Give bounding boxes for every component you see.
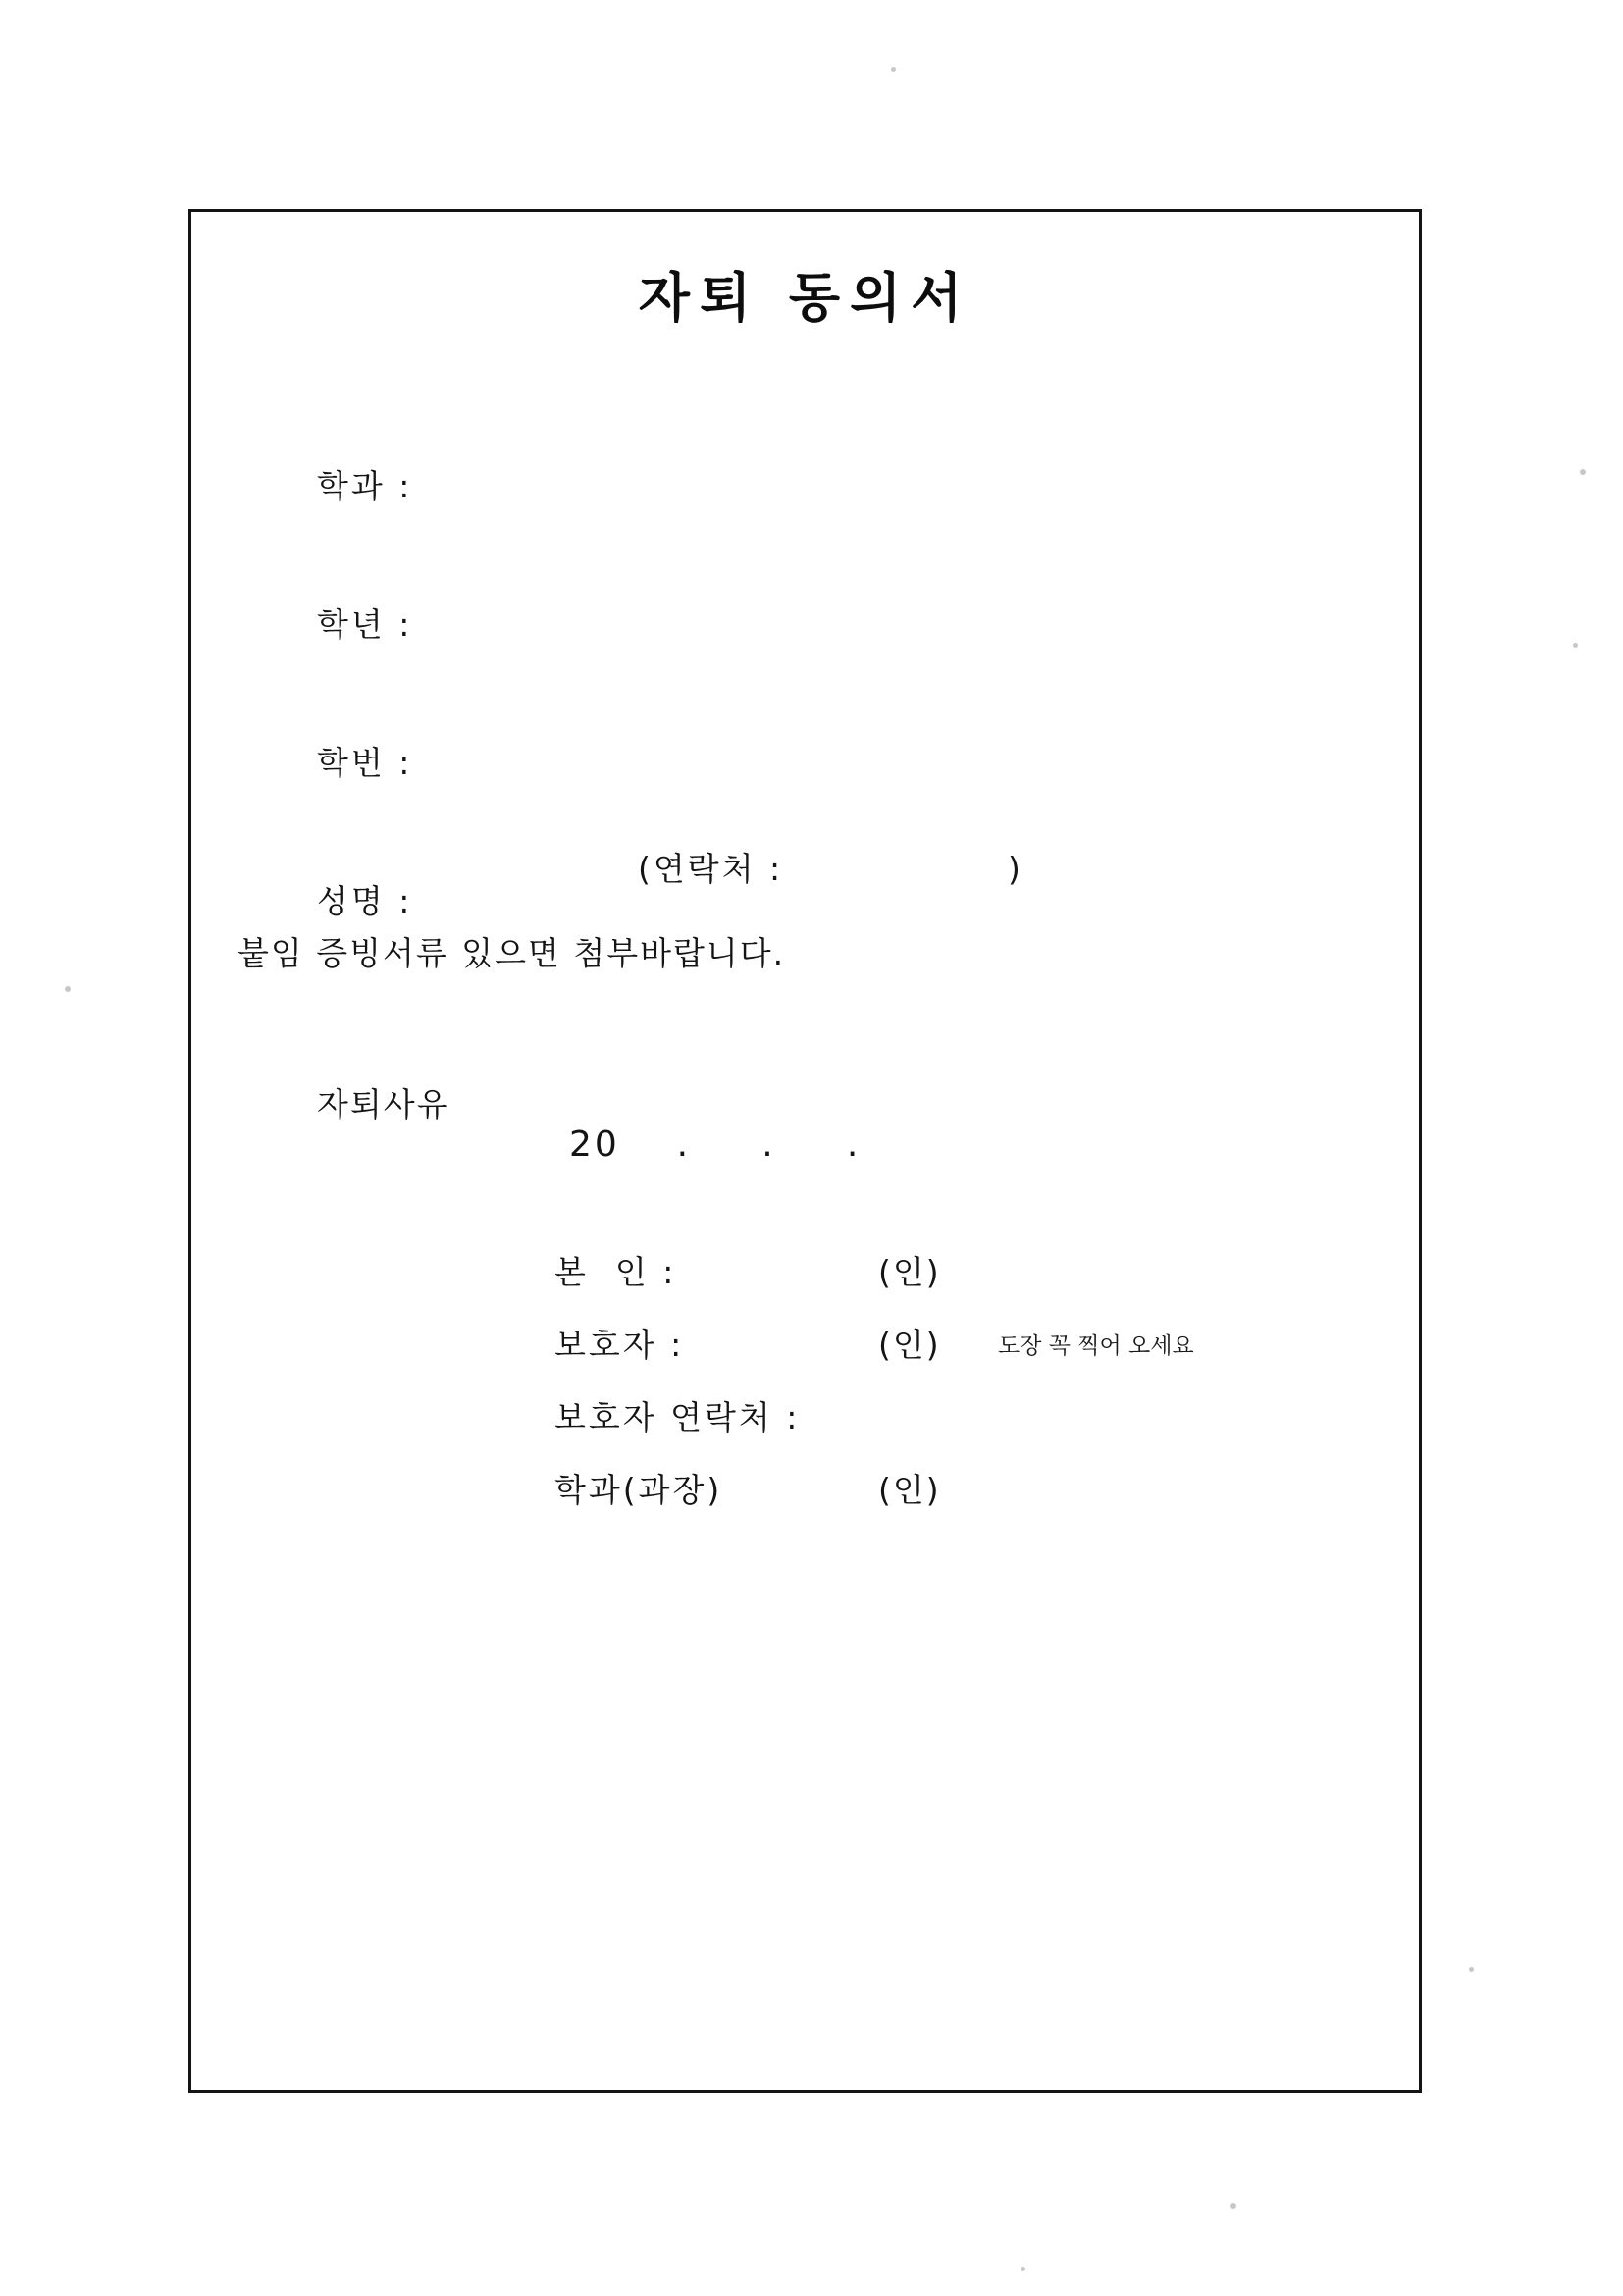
field-label-contact: (연락처 : (638, 850, 784, 888)
field-label-department: 학과 : (316, 467, 413, 505)
signature-label-department-head: 학과(과장) (554, 1471, 723, 1509)
signature-block (554, 1247, 1320, 1538)
field-row-grade (237, 576, 1317, 673)
signature-row-guardian-contact (554, 1392, 1320, 1465)
scan-speck (1580, 469, 1586, 475)
reason-writing-area[interactable] (237, 673, 1307, 958)
field-label-reason: 자퇴사유 (316, 1085, 450, 1123)
field-row-department (237, 438, 1317, 535)
scan-speck (1021, 2267, 1025, 2271)
document-border (188, 209, 1422, 2093)
signature-label-guardian: 보호자 : (554, 1326, 685, 1364)
field-label-grade: 학년 : (316, 605, 413, 644)
seal-mark-self: (인) (878, 1253, 941, 1291)
field-label-student-id: 학번 : (316, 744, 413, 782)
field-contact-close-paren: ) (1008, 850, 1023, 888)
scan-speck (891, 67, 896, 72)
signature-label-self: 본 인 : (554, 1253, 677, 1291)
seal-mark-department-head: (인) (878, 1471, 941, 1509)
seal-instruction-note: 도장 꼭 찍어 오세요 (998, 1333, 1194, 1359)
signature-row-self (554, 1247, 1320, 1320)
signature-row-guardian (554, 1320, 1320, 1392)
scan-speck (65, 986, 71, 992)
date-line[interactable]: 20 . . . (569, 1124, 862, 1165)
signature-row-department-head (554, 1465, 1320, 1538)
signature-label-guardian-contact: 보호자 연락처 : (554, 1398, 801, 1436)
page-title: 자퇴 동의서 (638, 267, 972, 329)
seal-mark-guardian: (인) (878, 1326, 941, 1364)
scan-speck (1469, 1967, 1474, 1972)
scan-speck (1230, 2203, 1236, 2209)
scan-speck (1573, 643, 1578, 648)
field-label-name: 성명 : (316, 882, 413, 920)
attachment-note: 붙임 증빙서류 있으면 첨부바랍니다. (237, 934, 786, 972)
